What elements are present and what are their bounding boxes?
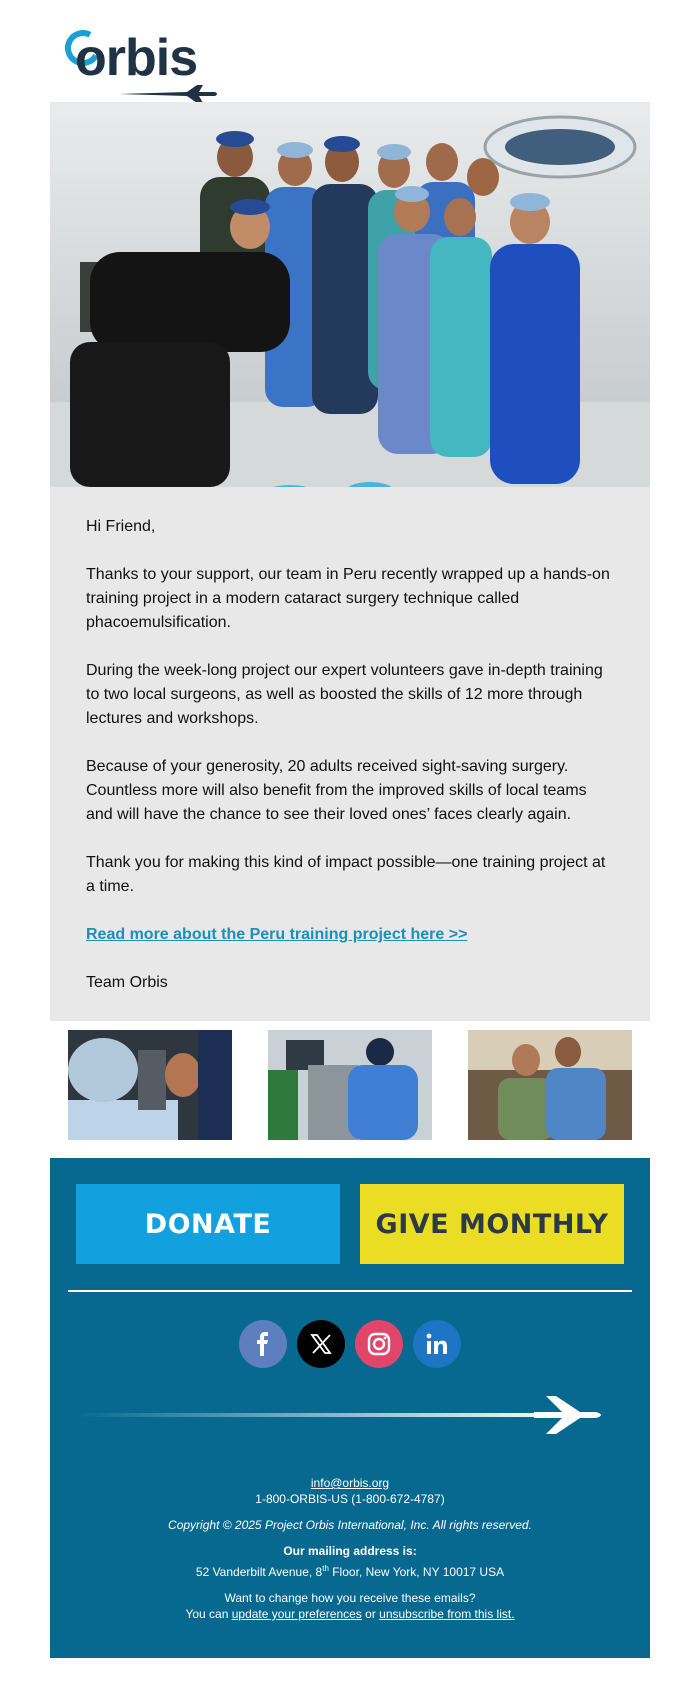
logo-wordmark: orbis [75, 29, 198, 87]
prefs-line: You can update your preferences or unsubscribe from this list. [185, 1607, 515, 1621]
patient-doctor-photo [468, 1030, 632, 1140]
instagram-icon[interactable] [355, 1320, 403, 1368]
eye-exam-photo [68, 1030, 232, 1140]
contact-info [50, 1475, 650, 1622]
phone-number: 1-800-ORBIS-US (1-800-672-4787) [255, 1492, 445, 1506]
mailing-address: 52 Vanderbilt Avenue, 8th Floor, New York, NY 10017 USA [195, 1564, 505, 1579]
paragraph-2: During the week-long project our expert volunteers gave in-depth training to two local surgeons, as well as boosted the skills of 12 more through lectures and workshops. [86, 662, 603, 727]
surgery-photo [268, 1030, 432, 1140]
orbis-logo[interactable] [65, 22, 205, 94]
social-links [239, 1320, 463, 1368]
letter-body [50, 487, 650, 1021]
hero-photo [50, 102, 650, 487]
greeting: Hi Friend, [86, 518, 156, 535]
airplane-icon [119, 84, 219, 104]
change-prefs-question: Want to change how you receive these emails? [224, 1591, 476, 1605]
airplane-divider-icon [74, 1394, 634, 1436]
photo-gallery [50, 1030, 650, 1140]
signoff: Team Orbis [86, 974, 168, 991]
x-icon[interactable] [297, 1320, 345, 1368]
give-monthly-button[interactable]: GIVE MONTHLY [360, 1184, 624, 1264]
copyright-text: Copyright © 2025 Project Orbis International, Inc. All rights reserved. [168, 1518, 532, 1532]
unsubscribe-link[interactable]: unsubscribe from this list. [379, 1607, 515, 1621]
update-preferences-link[interactable]: update your preferences [231, 1607, 362, 1621]
footer-divider [68, 1290, 632, 1292]
donate-button[interactable]: DONATE [76, 1184, 340, 1264]
read-more-link[interactable]: Read more about the Peru training project here >> [86, 926, 468, 943]
paragraph-3: Because of your generosity, 20 adults received sight-saving surgery. Countless more will also benefit from the improved skills of local teams and will have the chance to see their loved ones’ faces clearly again. [86, 758, 587, 823]
footer [50, 1158, 650, 1658]
linkedin-icon[interactable] [413, 1320, 461, 1368]
mailing-label: Our mailing address is: [283, 1544, 417, 1558]
facebook-icon[interactable] [239, 1320, 287, 1368]
paragraph-4: Thank you for making this kind of impact possible—one training project at a time. [86, 854, 606, 895]
paragraph-1: Thanks to your support, our team in Peru recently wrapped up a hands-on training project in a modern cataract surgery technique called phacoemulsification. [86, 566, 610, 631]
email-link[interactable]: info@orbis.org [310, 1476, 390, 1490]
